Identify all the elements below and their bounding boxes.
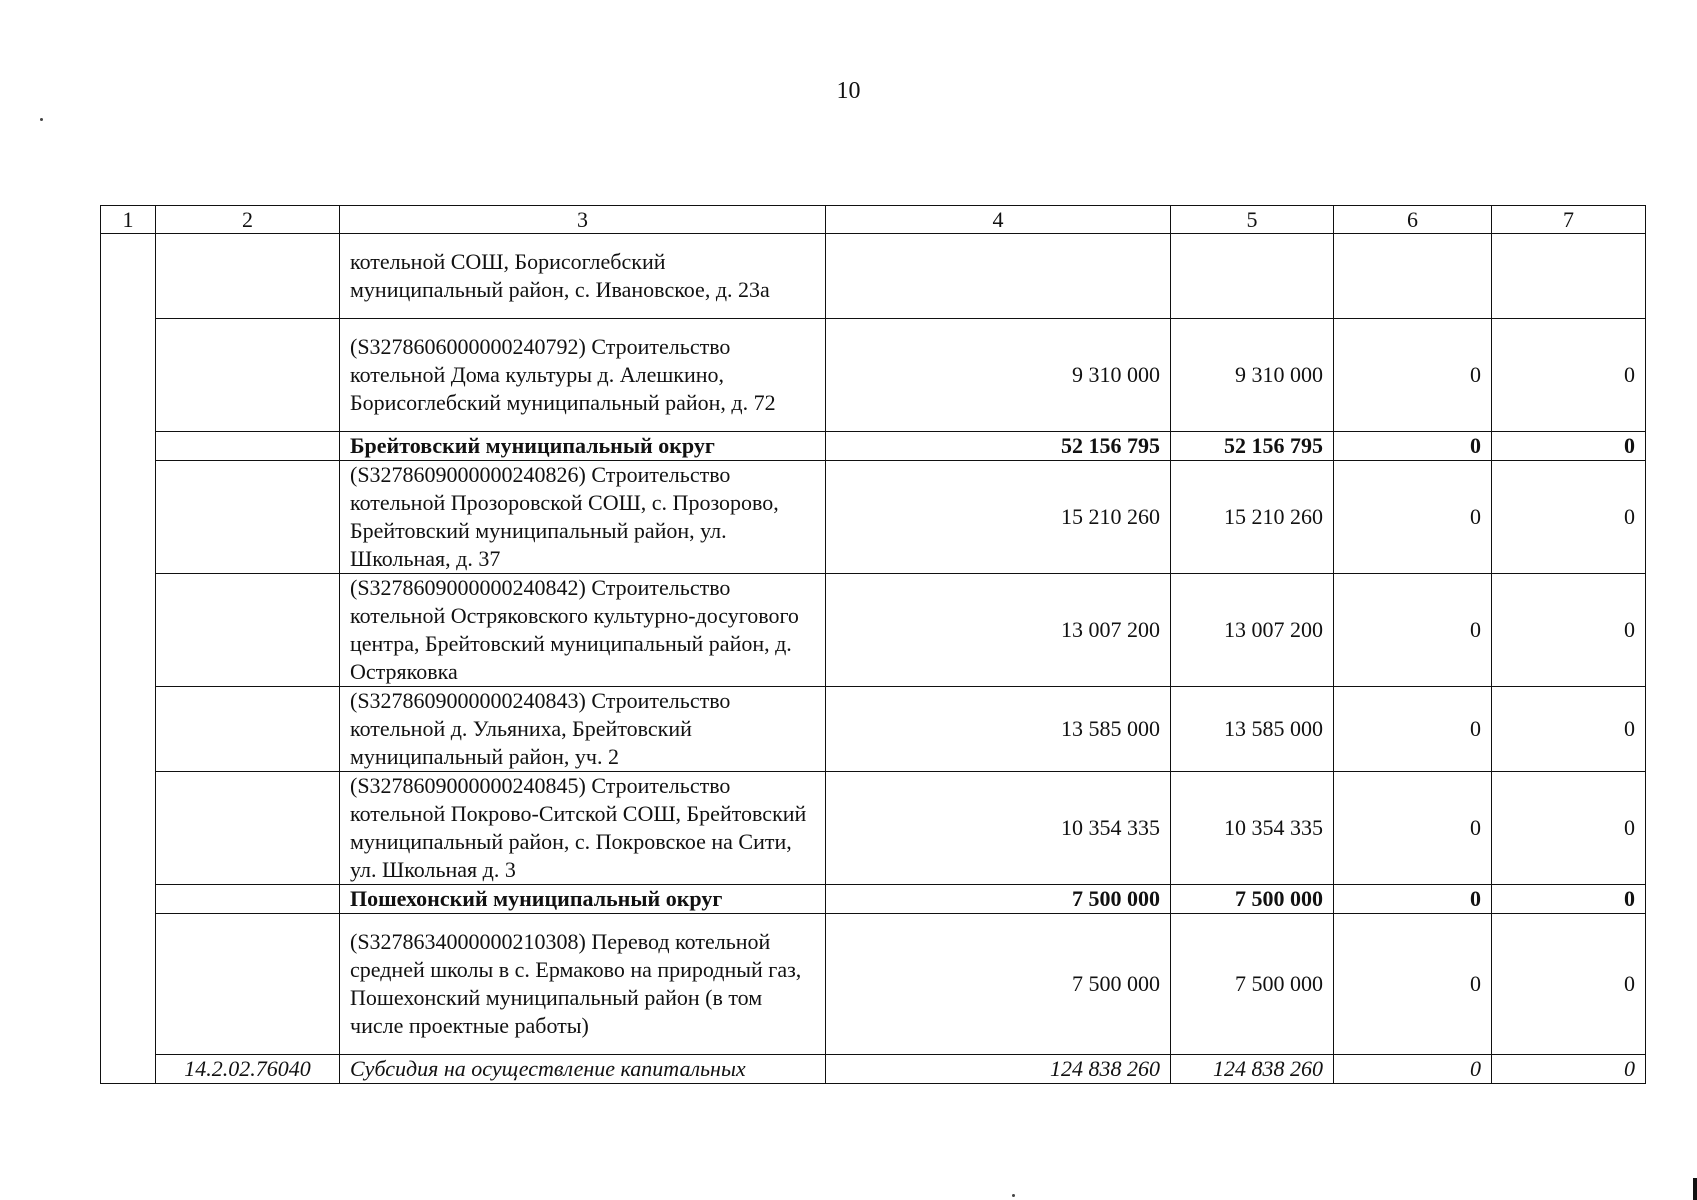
amount-cell: 124 838 260 (826, 1055, 1171, 1084)
scan-speck (40, 118, 43, 121)
header-cell: 1 (101, 206, 156, 234)
header-cell: 2 (156, 206, 340, 234)
description-cell: (S3278609000000240845) Строительство котельной Покрово-Ситской СОШ, Брейтовский муниципальный район, с. Покровское на Сити, ул. Школьная д. 3 (340, 772, 826, 885)
amount-cell: 13 585 000 (826, 687, 1171, 772)
scan-speck (1012, 1194, 1015, 1197)
subsidy-row (101, 1055, 1646, 1084)
description-cell: (S3278609000000240842) Строительство котельной Остряковского культурно-досугового центра, Брейтовский муниципальный район, д. Остряковка (340, 574, 826, 687)
header-cell: 4 (826, 206, 1171, 234)
amount-cell: 0 (1334, 914, 1492, 1055)
amount-cell: 0 (1492, 885, 1646, 914)
amount-cell: 0 (1334, 885, 1492, 914)
amount-cell: 52 156 795 (826, 432, 1171, 461)
amount-cell: 15 210 260 (1171, 461, 1334, 574)
amount-cell: 13 007 200 (1171, 574, 1334, 687)
amount-cell: 15 210 260 (826, 461, 1171, 574)
amount-cell (1171, 234, 1334, 319)
amount-cell (1334, 234, 1492, 319)
amount-cell: 0 (1334, 687, 1492, 772)
code-cell (156, 885, 340, 914)
description-cell: Субсидия на осуществление капитальных (340, 1055, 826, 1084)
table-row (101, 574, 1646, 687)
amount-cell: 10 354 335 (1171, 772, 1334, 885)
district-total-row (101, 885, 1646, 914)
amount-cell: 13 007 200 (826, 574, 1171, 687)
amount-cell: 7 500 000 (1171, 885, 1334, 914)
amount-cell: 0 (1492, 574, 1646, 687)
amount-cell: 0 (1492, 461, 1646, 574)
code-cell (156, 914, 340, 1055)
table-row (101, 461, 1646, 574)
amount-cell (826, 234, 1171, 319)
amount-cell: 124 838 260 (1171, 1055, 1334, 1084)
amount-cell: 0 (1334, 319, 1492, 432)
amount-cell: 9 310 000 (1171, 319, 1334, 432)
code-cell (156, 432, 340, 461)
amount-cell: 0 (1492, 432, 1646, 461)
description-cell: (S3278609000000240826) Строительство котельной Прозоровской СОШ, с. Прозорово, Брейтовский муниципальный район, ул. Школьная, д. 37 (340, 461, 826, 574)
district-name-cell: Пошехонский муниципальный округ (340, 885, 826, 914)
code-cell (156, 461, 340, 574)
amount-cell: 0 (1334, 772, 1492, 885)
description-cell: (S3278634000000210308) Перевод котельной средней школы в с. Ермаково на природный газ, Пошехонский муниципальный район (в том числе проектные работы) (340, 914, 826, 1055)
amount-cell: 0 (1492, 914, 1646, 1055)
district-name-cell: Брейтовский муниципальный округ (340, 432, 826, 461)
amount-cell: 0 (1492, 772, 1646, 885)
scan-edge-mark (1693, 1178, 1697, 1200)
amount-cell: 0 (1492, 1055, 1646, 1084)
amount-cell: 7 500 000 (1171, 914, 1334, 1055)
table-row (101, 914, 1646, 1055)
code-cell (156, 574, 340, 687)
amount-cell: 0 (1492, 319, 1646, 432)
amount-cell: 7 500 000 (826, 885, 1171, 914)
amount-cell: 0 (1334, 1055, 1492, 1084)
budget-table (100, 205, 1646, 1084)
code-cell (156, 234, 340, 319)
header-cell: 5 (1171, 206, 1334, 234)
table-row (101, 772, 1646, 885)
table-row (101, 234, 1646, 319)
description-cell: (S3278606000000240792) Строительство котельной Дома культуры д. Алешкино, Борисоглебский муниципальный район, д. 72 (340, 319, 826, 432)
header-cell: 3 (340, 206, 826, 234)
header-row (101, 206, 1646, 234)
description-cell: котельной СОШ, Борисоглебский муниципальный район, с. Ивановское, д. 23а (340, 234, 826, 319)
amount-cell: 13 585 000 (1171, 687, 1334, 772)
amount-cell (1492, 234, 1646, 319)
description-cell: (S3278609000000240843) Строительство котельной д. Ульяниха, Брейтовский муниципальный район, уч. 2 (340, 687, 826, 772)
amount-cell: 10 354 335 (826, 772, 1171, 885)
amount-cell: 7 500 000 (826, 914, 1171, 1055)
amount-cell: 0 (1492, 687, 1646, 772)
table-row (101, 319, 1646, 432)
amount-cell: 0 (1334, 432, 1492, 461)
column-1-cell (101, 234, 156, 1084)
header-cell: 6 (1334, 206, 1492, 234)
table-row (101, 687, 1646, 772)
header-cell: 7 (1492, 206, 1646, 234)
page-number: 10 (836, 78, 861, 104)
district-total-row (101, 432, 1646, 461)
code-cell (156, 772, 340, 885)
amount-cell: 0 (1334, 574, 1492, 687)
amount-cell: 52 156 795 (1171, 432, 1334, 461)
amount-cell: 0 (1334, 461, 1492, 574)
amount-cell: 9 310 000 (826, 319, 1171, 432)
code-cell (156, 319, 340, 432)
code-cell: 14.2.02.76040 (156, 1055, 340, 1084)
code-cell (156, 687, 340, 772)
